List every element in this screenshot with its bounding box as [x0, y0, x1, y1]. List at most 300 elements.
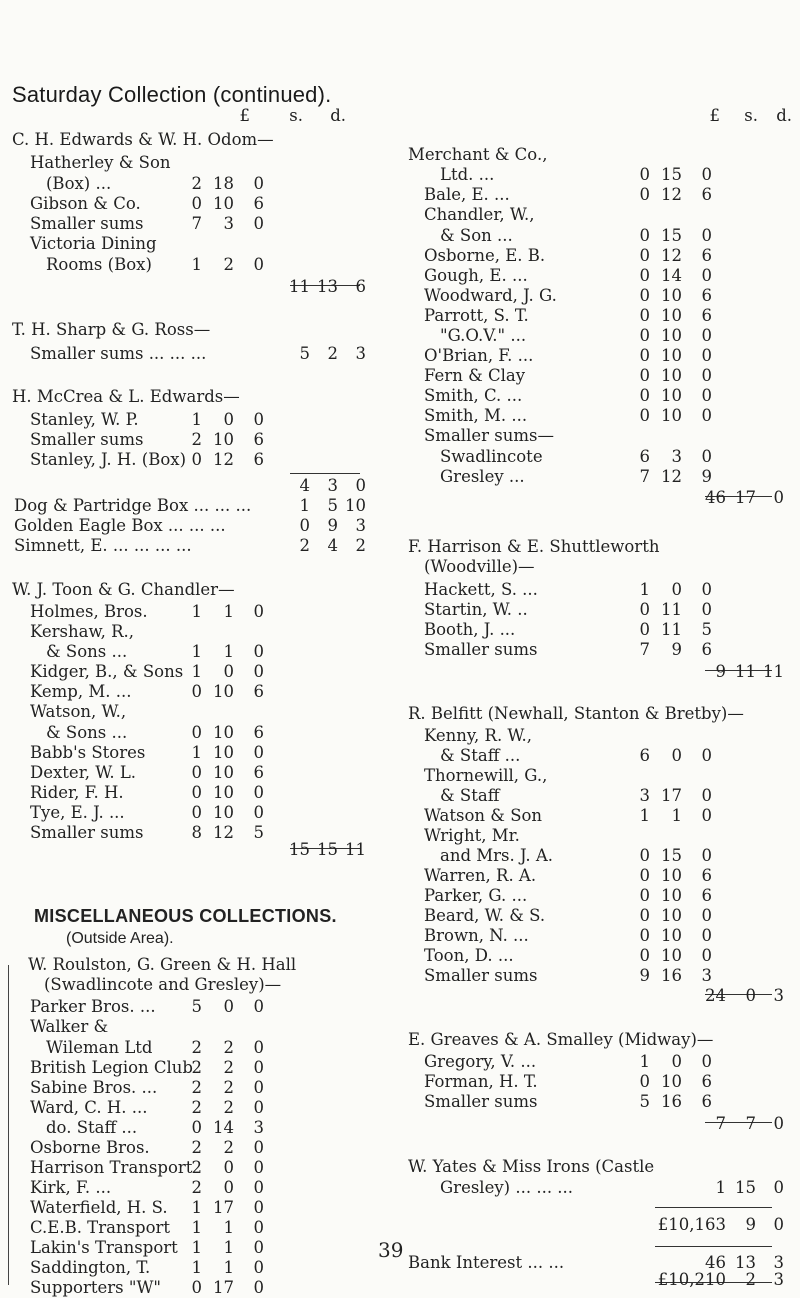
entry-pounds: 6 — [639, 746, 650, 765]
entry-pence: 6 — [701, 1072, 712, 1091]
entry-pence: 0 — [701, 580, 712, 599]
entry-shillings: 12 — [213, 450, 234, 469]
entry-label: British Legion Club — [30, 1058, 193, 1077]
entry-pounds: 0 — [639, 926, 650, 945]
group-heading: C. H. Edwards & W. H. Odom— — [12, 130, 274, 149]
total-shillings: 3 — [327, 476, 338, 495]
entry-shillings: 10 — [213, 803, 234, 822]
entry-pounds: 3 — [639, 786, 650, 805]
total-pounds: 0 — [299, 516, 310, 535]
entry-label: Kershaw, R., — [30, 622, 135, 641]
entry-label: Hatherley & Son — [30, 153, 171, 172]
entry-label: & Sons ... — [46, 642, 128, 661]
entry-shillings: 0 — [223, 410, 234, 429]
group-heading: W. Yates & Miss Irons (Castle — [408, 1157, 655, 1176]
entry-pounds: 0 — [639, 326, 650, 345]
entry-pence: 0 — [253, 1058, 264, 1077]
entry-pence: 6 — [253, 682, 264, 701]
entry-shillings: 0 — [223, 1178, 234, 1197]
entry-pounds: 0 — [639, 620, 650, 639]
entry-label: Forman, H. T. — [424, 1072, 538, 1091]
entry-pounds: 0 — [639, 366, 650, 385]
total-pounds: 7 — [715, 1114, 726, 1133]
entry-label: Smaller sums — [30, 823, 144, 842]
entry-label: Rooms (Box) — [46, 255, 152, 274]
entry-pence: 0 — [701, 906, 712, 925]
entry-pence: 0 — [253, 410, 264, 429]
entry-shillings: 3 — [671, 447, 682, 466]
entry-shillings: 2 — [223, 255, 234, 274]
entry-label: Dexter, W. L. — [30, 763, 137, 782]
entry-label: Holmes, Bros. — [30, 602, 148, 621]
entry-label: Simnett, E. ... ... ... ... — [14, 536, 192, 555]
entry-pence: 0 — [701, 386, 712, 405]
entry-shillings: 0 — [671, 580, 682, 599]
entry-pounds: 0 — [639, 165, 650, 184]
entry-shillings: 0 — [671, 746, 682, 765]
entry-pounds: 0 — [639, 886, 650, 905]
entry-pence: 0 — [253, 255, 264, 274]
entry-label: Osborne, E. B. — [424, 246, 546, 265]
entry-pounds: 0 — [639, 866, 650, 885]
group-heading: W. Roulston, G. Green & H. Hall — [28, 955, 297, 974]
entry-shillings: 14 — [661, 266, 682, 285]
total-pence: 2 — [355, 536, 366, 555]
entry-shillings: 16 — [661, 966, 682, 985]
entry-shillings: 10 — [213, 783, 234, 802]
total-shillings: 0 — [745, 986, 756, 1005]
entry-pence: 0 — [701, 786, 712, 805]
entry-pounds: 0 — [191, 682, 202, 701]
entry-label: Osborne Bros. — [30, 1138, 150, 1157]
entry-label: (Box) ... — [46, 174, 112, 193]
entry-pounds: 8 — [191, 823, 202, 842]
entry-label: Saddington, T. — [30, 1258, 151, 1277]
entry-shillings: 9 — [671, 640, 682, 659]
total-shillings: 13 — [735, 1253, 756, 1272]
entry-label: Smith, C. ... — [424, 386, 523, 405]
entry-pence: 6 — [701, 246, 712, 265]
entry-label: Smaller sums — [424, 640, 538, 659]
entry-pounds: 1 — [639, 806, 650, 825]
entry-pence: 6 — [253, 763, 264, 782]
entry-label: and Mrs. J. A. — [440, 846, 553, 865]
entry-shillings: 2 — [223, 1138, 234, 1157]
entry-shillings: 1 — [671, 806, 682, 825]
entry-pounds: 0 — [639, 386, 650, 405]
entry-pounds: 0 — [639, 846, 650, 865]
total-rule — [655, 1207, 772, 1208]
entry-shillings: 11 — [661, 620, 682, 639]
entry-label: & Sons ... — [46, 723, 128, 742]
total-pence: 6 — [355, 277, 366, 296]
entry-pence: 6 — [701, 1092, 712, 1111]
shillings-header: s. — [289, 106, 303, 125]
entry-pounds: 0 — [639, 946, 650, 965]
entry-shillings: 10 — [661, 926, 682, 945]
entry-pence: 6 — [701, 640, 712, 659]
pounds-header: £ — [239, 106, 250, 125]
entry-shillings: 10 — [661, 286, 682, 305]
entry-pounds: 0 — [191, 763, 202, 782]
entry-label: Parker, G. ... — [424, 886, 528, 905]
entry-shillings: 2 — [223, 1038, 234, 1057]
entry-pounds: 0 — [191, 723, 202, 742]
entry-pounds: 0 — [191, 803, 202, 822]
entry-shillings: 10 — [661, 866, 682, 885]
entry-pounds: 1 — [191, 255, 202, 274]
entry-pence: 3 — [253, 1118, 264, 1137]
entry-shillings: 2 — [223, 1078, 234, 1097]
page-title: Saturday Collection (continued). — [12, 82, 332, 107]
entry-label: Gregory, V. ... — [424, 1052, 537, 1071]
group-heading: W. J. Toon & G. Chandler— — [12, 580, 235, 599]
entry-label: Tye, E. J. ... — [30, 803, 125, 822]
entry-shillings: 10 — [213, 682, 234, 701]
misc-heading: MISCELLANEOUS COLLECTIONS. — [34, 906, 337, 926]
entry-pence: 6 — [701, 886, 712, 905]
total-pounds: 46 — [705, 488, 726, 507]
entry-label: & Staff ... — [440, 746, 521, 765]
pounds-header: £ — [709, 106, 720, 125]
entry-label: Lakin's Transport — [30, 1238, 178, 1257]
entry-shillings: 2 — [223, 1058, 234, 1077]
entry-pounds: 0 — [639, 286, 650, 305]
entry-pence: 6 — [701, 306, 712, 325]
entry-shillings: 18 — [213, 174, 234, 193]
grand-total-pounds: £10,163 — [657, 1215, 726, 1234]
entry-shillings: 15 — [661, 846, 682, 865]
entry-shillings: 10 — [661, 1072, 682, 1091]
entry-pence: 0 — [701, 406, 712, 425]
entry-shillings: 15 — [661, 226, 682, 245]
entry-pence: 0 — [701, 447, 712, 466]
entry-pence: 0 — [253, 1038, 264, 1057]
entry-label: Wright, Mr. — [424, 826, 520, 845]
entry-pence: 6 — [701, 866, 712, 885]
entry-shillings: 12 — [661, 246, 682, 265]
total-pounds: 1 — [715, 1178, 726, 1197]
entry-pounds: 1 — [639, 1052, 650, 1071]
total-shillings: 17 — [735, 488, 756, 507]
entry-pounds: 2 — [191, 430, 202, 449]
entry-pence: 6 — [701, 185, 712, 204]
entry-label: Warren, R. A. — [424, 866, 537, 885]
entry-pence: 5 — [253, 823, 264, 842]
entry-shillings: 15 — [661, 165, 682, 184]
entry-label: Gresley) ... ... ... — [440, 1178, 574, 1197]
entry-pence: 0 — [253, 1138, 264, 1157]
entry-pence: 0 — [253, 1178, 264, 1197]
entry-shillings: 17 — [213, 1278, 234, 1297]
entry-shillings: 0 — [223, 1158, 234, 1177]
entry-label: Golden Eagle Box ... ... ... — [14, 516, 226, 535]
entry-label: & Staff — [440, 786, 500, 805]
entry-shillings: 10 — [661, 326, 682, 345]
total-pounds: 2 — [299, 536, 310, 555]
entry-pounds: 0 — [639, 406, 650, 425]
entry-pounds: 0 — [639, 226, 650, 245]
entry-pence: 0 — [701, 346, 712, 365]
entry-label: Waterfield, H. S. — [30, 1198, 168, 1217]
entry-label: Swadlincote — [440, 447, 543, 466]
entry-pounds: 0 — [191, 1118, 202, 1137]
total-pence: 3 — [355, 516, 366, 535]
entry-pence: 0 — [701, 846, 712, 865]
entry-pounds: 2 — [191, 1158, 202, 1177]
total-pounds: 11 — [289, 277, 310, 296]
entry-pence: 0 — [253, 662, 264, 681]
entry-shillings: 10 — [213, 723, 234, 742]
entry-pence: 0 — [701, 366, 712, 385]
entry-label: Parrott, S. T. — [424, 306, 529, 325]
group-heading: H. McCrea & L. Edwards— — [12, 387, 240, 406]
entry-label: Parker Bros. ... — [30, 997, 156, 1016]
entry-pence: 0 — [253, 1098, 264, 1117]
entry-pence: 0 — [253, 602, 264, 621]
entry-pence: 6 — [253, 194, 264, 213]
entry-pence: 0 — [253, 642, 264, 661]
entry-label: Woodward, J. G. — [424, 286, 557, 305]
entry-label: Fern & Clay — [424, 366, 526, 385]
total-pence: 3 — [773, 986, 784, 1005]
total-shillings: 13 — [317, 277, 338, 296]
entry-shillings: 10 — [661, 406, 682, 425]
total-pence: 3 — [773, 1253, 784, 1272]
total-pounds: 5 — [299, 344, 310, 363]
grand-total-pounds: £10,210 — [657, 1270, 726, 1289]
entry-shillings: 10 — [661, 306, 682, 325]
entry-pence: 6 — [701, 286, 712, 305]
entry-label: Ward, C. H. ... — [30, 1098, 148, 1117]
entry-pence: 0 — [701, 1052, 712, 1071]
entry-pence: 0 — [253, 803, 264, 822]
entry-pounds: 1 — [191, 642, 202, 661]
entry-label: Stanley, J. H. (Box) — [30, 450, 187, 469]
entry-pounds: 0 — [639, 346, 650, 365]
entry-pounds: 9 — [639, 966, 650, 985]
group-heading: R. Belfitt (Newhall, Stanton & Bretby)— — [408, 704, 744, 723]
entry-shillings: 2 — [223, 1098, 234, 1117]
entry-pounds: 0 — [639, 266, 650, 285]
entry-shillings: 14 — [213, 1118, 234, 1137]
entry-label: do. Staff ... — [46, 1118, 138, 1137]
entry-pounds: 0 — [639, 1072, 650, 1091]
entry-label: Smaller sums— — [424, 426, 554, 445]
total-pence: 3 — [355, 344, 366, 363]
total-pounds: 24 — [705, 986, 726, 1005]
entry-label: Beard, W. & S. — [424, 906, 546, 925]
entry-label: Gough, E. ... — [424, 266, 528, 285]
entry-shillings: 1 — [223, 602, 234, 621]
entry-pounds: 2 — [191, 1078, 202, 1097]
pence-header: d. — [776, 106, 792, 125]
misc-subheading: (Outside Area). — [66, 930, 174, 947]
entry-pounds: 0 — [191, 450, 202, 469]
entry-pence: 0 — [253, 997, 264, 1016]
entry-label: Babb's Stores — [30, 743, 146, 762]
group-heading: (Swadlincote and Gresley)— — [44, 975, 282, 994]
entry-pounds: 1 — [191, 1238, 202, 1257]
entry-label: Kirk, F. ... — [30, 1178, 112, 1197]
entry-shillings: 0 — [223, 662, 234, 681]
entry-pounds: 0 — [191, 194, 202, 213]
entry-label: Kenny, R. W., — [424, 726, 532, 745]
entry-pence: 6 — [253, 450, 264, 469]
total-shillings: 9 — [327, 516, 338, 535]
entry-label: Harrison Transport — [30, 1158, 193, 1177]
entry-label: Smaller sums — [424, 966, 538, 985]
pence-header: d. — [330, 106, 346, 125]
entry-label: Victoria Dining — [30, 234, 157, 253]
total-pence: 0 — [773, 488, 784, 507]
entry-label: & Son ... — [440, 226, 513, 245]
group-heading: (Woodville)— — [424, 557, 535, 576]
entry-label: Sabine Bros. ... — [30, 1078, 158, 1097]
entry-pounds: 1 — [639, 580, 650, 599]
total-pence: 0 — [773, 1114, 784, 1133]
total-shillings: 7 — [745, 1114, 756, 1133]
entry-pence: 0 — [701, 266, 712, 285]
total-pounds: 4 — [299, 476, 310, 495]
total-shillings: 11 — [735, 662, 756, 681]
group-heading: E. Greaves & A. Smalley (Midway)— — [408, 1030, 714, 1049]
entry-pounds: 1 — [191, 410, 202, 429]
entry-shillings: 12 — [213, 823, 234, 842]
grand-total-pence: 0 — [773, 1215, 784, 1234]
entry-label: Toon, D. ... — [424, 946, 514, 965]
entry-shillings: 10 — [661, 366, 682, 385]
entry-pence: 0 — [701, 806, 712, 825]
entry-pounds: 1 — [191, 662, 202, 681]
entry-label: Kidger, B., & Sons — [30, 662, 184, 681]
entry-label: Watson & Son — [424, 806, 543, 825]
entry-label: Smaller sums ... ... ... — [30, 344, 207, 363]
entry-pounds: 0 — [639, 185, 650, 204]
total-rule — [655, 1246, 772, 1247]
entry-shillings: 1 — [223, 1238, 234, 1257]
page-number: 39 — [378, 1238, 404, 1262]
entry-shillings: 0 — [223, 997, 234, 1016]
entry-pounds: 0 — [639, 246, 650, 265]
entry-pounds: 7 — [639, 640, 650, 659]
entry-pence: 0 — [701, 926, 712, 945]
entry-shillings: 10 — [661, 346, 682, 365]
grand-total-shillings: 2 — [745, 1270, 756, 1289]
entry-pence: 0 — [701, 946, 712, 965]
entry-label: Startin, W. .. — [424, 600, 528, 619]
entry-label: C.E.B. Transport — [30, 1218, 171, 1237]
entry-shillings: 11 — [661, 600, 682, 619]
entry-pence: 0 — [253, 214, 264, 233]
entry-pence: 0 — [253, 1238, 264, 1257]
entry-label: Ltd. ... — [440, 165, 495, 184]
entry-shillings: 3 — [223, 214, 234, 233]
entry-pence: 5 — [701, 620, 712, 639]
total-pence: 11 — [345, 840, 366, 859]
entry-shillings: 10 — [213, 743, 234, 762]
total-rule — [290, 473, 360, 474]
entry-pence: 0 — [701, 165, 712, 184]
entry-label: Smith, M. ... — [424, 406, 528, 425]
entry-pence: 0 — [253, 1258, 264, 1277]
entry-label: Booth, J. ... — [424, 620, 516, 639]
entry-shillings: 0 — [671, 1052, 682, 1071]
entry-pence: 0 — [701, 600, 712, 619]
entry-pence: 0 — [253, 1198, 264, 1217]
entry-label: Smaller sums — [30, 430, 144, 449]
total-pence: 10 — [345, 496, 366, 515]
entry-pounds: 6 — [639, 447, 650, 466]
total-pence: 0 — [355, 476, 366, 495]
entry-pounds: 0 — [639, 906, 650, 925]
entry-pence: 0 — [253, 1158, 264, 1177]
entry-label: Gresley ... — [440, 467, 525, 486]
entry-pounds: 2 — [191, 1038, 202, 1057]
entry-pence: 0 — [253, 743, 264, 762]
entry-pence: 0 — [253, 1078, 264, 1097]
entry-label: Bank Interest ... ... — [408, 1253, 565, 1272]
entry-pence: 0 — [701, 326, 712, 345]
shillings-header: s. — [744, 106, 758, 125]
total-pounds: 46 — [705, 1253, 726, 1272]
entry-pence: 0 — [253, 174, 264, 193]
entry-pounds: 0 — [191, 783, 202, 802]
entry-label: Dog & Partridge Box ... ... ... — [14, 496, 252, 515]
entry-pence: 3 — [701, 966, 712, 985]
entry-label: Gibson & Co. — [30, 194, 141, 213]
entry-pence: 6 — [253, 430, 264, 449]
entry-pounds: 2 — [191, 174, 202, 193]
entry-shillings: 1 — [223, 1258, 234, 1277]
entry-label: Supporters "W" — [30, 1278, 162, 1297]
total-pounds: 9 — [715, 662, 726, 681]
total-shillings: 5 — [327, 496, 338, 515]
entry-label: Walker & — [30, 1017, 109, 1036]
entry-label: Brown, N. ... — [424, 926, 529, 945]
total-pounds: 1 — [299, 496, 310, 515]
total-shillings: 4 — [327, 536, 338, 555]
entry-label: Smaller sums — [424, 1092, 538, 1111]
total-shillings: 15 — [317, 840, 338, 859]
entry-label: Rider, F. H. — [30, 783, 124, 802]
entry-pounds: 2 — [191, 1138, 202, 1157]
entry-shillings: 1 — [223, 642, 234, 661]
grand-total-pence: 3 — [773, 1270, 784, 1289]
total-pence: 11 — [763, 662, 784, 681]
entry-pounds: 7 — [191, 214, 202, 233]
margin-rule — [8, 965, 9, 1285]
entry-label: O'Brian, F. ... — [424, 346, 534, 365]
entry-pounds: 1 — [191, 1198, 202, 1217]
entry-shillings: 10 — [213, 194, 234, 213]
entry-shillings: 10 — [213, 430, 234, 449]
entry-pounds: 1 — [191, 1258, 202, 1277]
entry-shillings: 17 — [661, 786, 682, 805]
group-heading: Merchant & Co., — [408, 145, 548, 164]
entry-pounds: 7 — [639, 467, 650, 486]
entry-pounds: 1 — [191, 1218, 202, 1237]
entry-shillings: 12 — [661, 185, 682, 204]
entry-label: Kemp, M. ... — [30, 682, 132, 701]
entry-pounds: 5 — [191, 997, 202, 1016]
total-pence: 0 — [773, 1178, 784, 1197]
entry-label: Chandler, W., — [424, 205, 535, 224]
entry-pence: 0 — [253, 783, 264, 802]
entry-pounds: 5 — [639, 1092, 650, 1111]
entry-label: Thornewill, G., — [424, 766, 548, 785]
entry-pounds: 0 — [639, 600, 650, 619]
